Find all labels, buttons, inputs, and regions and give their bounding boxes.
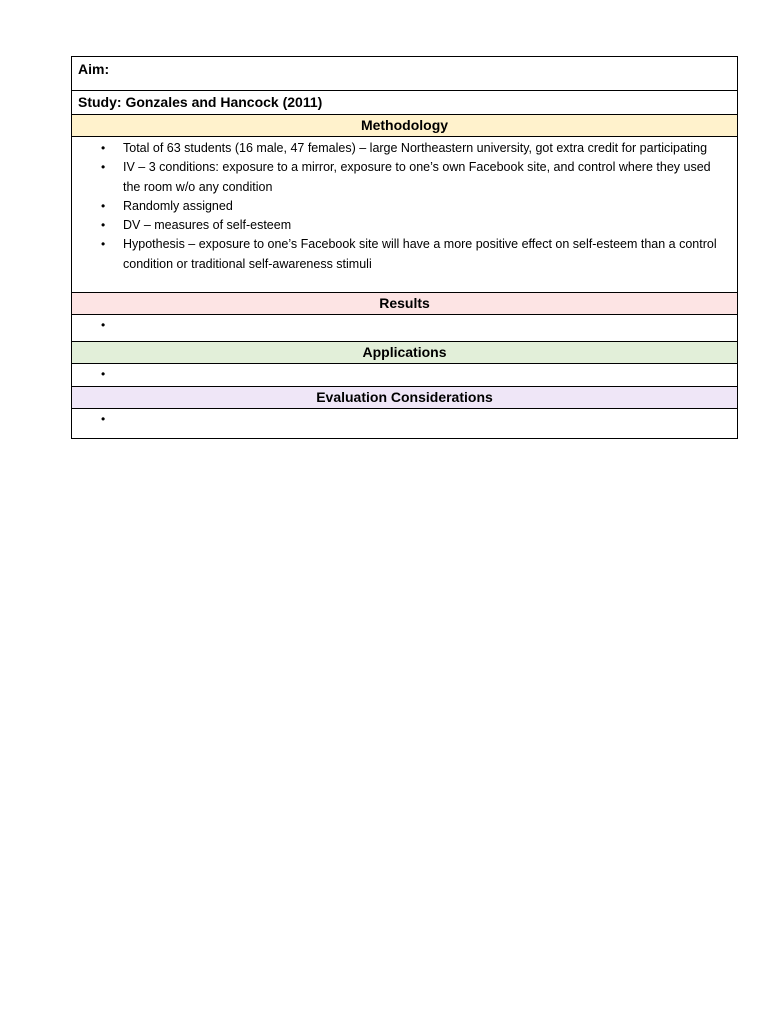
aim-label: Aim: (78, 61, 110, 77)
bullet-icon: • (101, 318, 106, 332)
methodology-bullet-text: DV – measures of self-esteem (123, 218, 292, 233)
study-label: Study: Gonzales and Hancock (2011) (78, 94, 323, 110)
applications-title: Applications (362, 344, 447, 360)
list-item (101, 216, 725, 235)
bullet-icon: • (101, 367, 106, 381)
applications-header (72, 342, 737, 364)
methodology-header (72, 115, 737, 137)
methodology-bullet-text: Hypothesis – exposure to one’s Facebook site will have a more positive effect on self-esteem than a control condition or traditional self-awareness stimuli (123, 237, 717, 271)
results-body[interactable] (72, 315, 737, 342)
study-row (72, 91, 737, 115)
methodology-title: Methodology (360, 117, 449, 133)
results-header (72, 293, 737, 315)
list-item (101, 235, 725, 274)
bullet-icon: • (101, 141, 106, 155)
evaluation-title: Evaluation Considerations (316, 389, 493, 405)
methodology-bullet-text: Total of 63 students (16 male, 47 females) – large Northeastern university, got extra credit for participating (123, 141, 708, 155)
results-title: Results (379, 295, 430, 311)
evaluation-body[interactable] (72, 409, 737, 438)
methodology-bullet-list (72, 137, 737, 276)
evaluation-header (72, 387, 737, 409)
bullet-icon: • (101, 237, 106, 252)
study-worksheet-table (71, 56, 738, 439)
methodology-body (72, 137, 737, 293)
bullet-icon: • (101, 198, 106, 213)
list-item (101, 197, 725, 216)
aim-row (72, 57, 737, 91)
empty-bullet-item (72, 364, 737, 384)
empty-bullet-item (72, 315, 737, 335)
bullet-icon: • (101, 160, 106, 175)
list-item (101, 158, 725, 197)
methodology-bullet-text: IV – 3 conditions: exposure to a mirror, exposure to one’s own Facebook site, and control where they used the room w/o any condition (123, 160, 711, 194)
empty-bullet-item (72, 409, 737, 429)
methodology-bullet-text: Randomly assigned (123, 198, 233, 213)
list-item (101, 139, 725, 158)
applications-body[interactable] (72, 364, 737, 387)
bullet-icon: • (101, 218, 106, 233)
bullet-icon: • (101, 412, 106, 426)
